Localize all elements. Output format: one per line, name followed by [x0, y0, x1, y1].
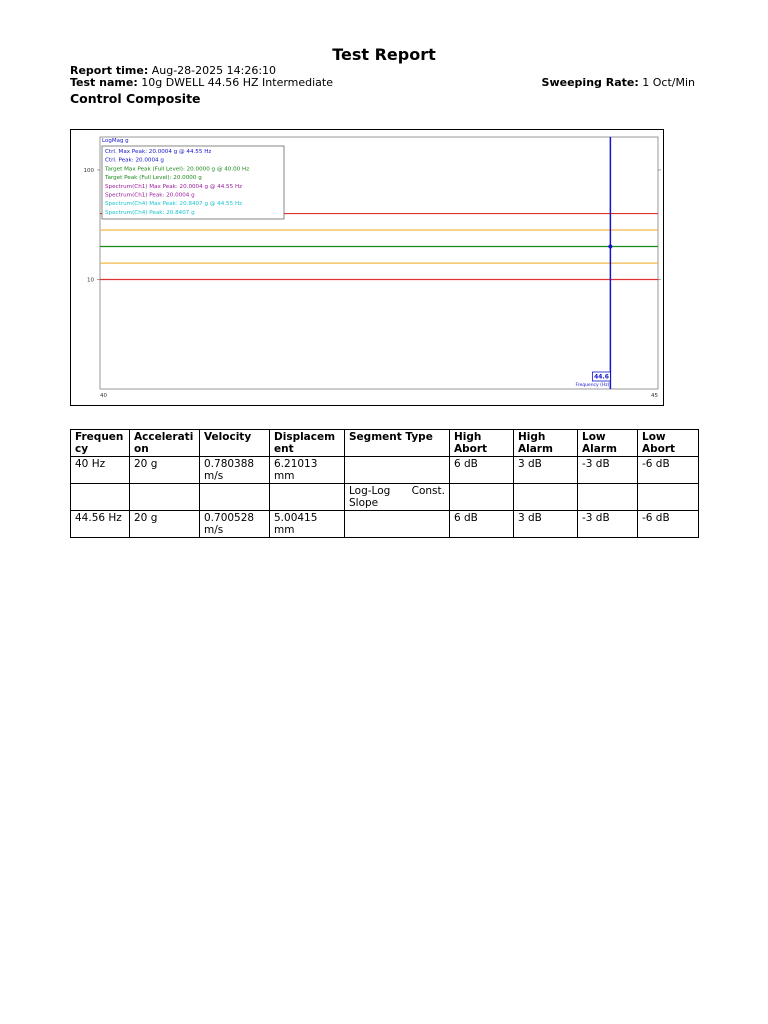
cell-high-alarm: 3 dB	[514, 511, 578, 538]
table-header-row	[71, 430, 699, 457]
header-high-abort: High Abort	[450, 430, 514, 457]
cell-acceleration: 20 g	[130, 457, 200, 484]
segment-table	[70, 429, 699, 538]
cell-frequency	[71, 484, 130, 511]
legend-entry: Spectrum(Ch4) Peak: 20.8407 g	[105, 209, 195, 216]
chart-legend	[102, 146, 284, 219]
sweep-rate	[542, 76, 695, 89]
frequency-cursor-marker[interactable]	[608, 245, 612, 249]
table-row	[71, 457, 699, 484]
header-segment-type: Segment Type	[345, 430, 450, 457]
cell-frequency: 44.56 Hz	[71, 511, 130, 538]
chart-svg	[71, 130, 663, 405]
y-tick-label: 10	[87, 277, 94, 284]
header-acceleration: Acceleration	[130, 430, 200, 457]
table-row	[71, 484, 699, 511]
header-low-abort: Low Abort	[638, 430, 699, 457]
header-high-alarm: High Alarm	[514, 430, 578, 457]
sweep-rate-label: Sweeping Rate:	[541, 76, 639, 89]
sweep-rate-value: 1 Oct/Min	[642, 76, 695, 89]
test-name-label: Test name:	[70, 76, 138, 89]
cell-low-abort: -6 dB	[638, 457, 699, 484]
report-time-value: Aug-28-2025 14:26:10	[151, 64, 277, 77]
x-tick-label: 40	[100, 393, 107, 399]
y-tick-label: 100	[83, 167, 94, 174]
header-displacement: Displacement	[270, 430, 345, 457]
report-time-label: Report time:	[70, 64, 149, 77]
legend-entry: Target Max Peak (Full Level): 20.0000 g @ 40.00 Hz	[105, 166, 250, 173]
cursor-value: 44.6	[594, 373, 609, 381]
cell-low-alarm: -3 dB	[578, 511, 638, 538]
cell-high-alarm: 3 dB	[514, 457, 578, 484]
cell-velocity: 0.700528 m/s	[200, 511, 270, 538]
legend-entry: Target Peak (Full Level): 20.0000 g	[105, 175, 202, 182]
cell-low-alarm: -3 dB	[578, 457, 638, 484]
x-axis-label: Frequency (Hz)	[575, 383, 610, 388]
y-axis-label: LogMag g	[102, 138, 129, 144]
cell-low-alarm	[578, 484, 638, 511]
legend-entry: Spectrum(Ch1) Peak: 20.0004 g	[105, 192, 195, 199]
cell-segment-type	[345, 511, 450, 538]
cell-low-abort	[638, 484, 699, 511]
header-low-alarm: Low Alarm	[578, 430, 638, 457]
test-name-value: 10g DWELL 44.56 HZ Intermediate	[141, 76, 334, 89]
legend-entry: Spectrum(Ch1) Max Peak: 20.0004 g @ 44.55 Hz	[105, 183, 243, 190]
legend-entry: Spectrum(Ch4) Max Peak: 20.8407 g @ 44.55 Hz	[105, 201, 243, 208]
header-frequency: Frequency	[71, 430, 130, 457]
cell-displacement: 5.00415 mm	[270, 511, 345, 538]
cell-acceleration: 20 g	[130, 511, 200, 538]
cell-segment-type	[345, 457, 450, 484]
table-row	[71, 511, 699, 538]
cell-segment-type: Log-Log Const. Slope	[345, 484, 450, 511]
report-title: Test Report	[332, 45, 436, 64]
control-composite-chart	[70, 129, 664, 406]
cell-low-abort: -6 dB	[638, 511, 699, 538]
cell-displacement	[270, 484, 345, 511]
cell-acceleration	[130, 484, 200, 511]
cell-high-alarm	[514, 484, 578, 511]
cell-high-abort: 6 dB	[450, 511, 514, 538]
test-name	[70, 76, 333, 89]
cell-velocity: 0.780388 m/s	[200, 457, 270, 484]
header-velocity: Velocity	[200, 430, 270, 457]
cell-high-abort	[450, 484, 514, 511]
cell-frequency: 40 Hz	[71, 457, 130, 484]
cell-displacement: 6.21013 mm	[270, 457, 345, 484]
cell-high-abort: 6 dB	[450, 457, 514, 484]
section-title: Control Composite	[70, 91, 201, 106]
legend-entry: Ctrl. Max Peak: 20.0004 g @ 44.55 Hz	[105, 149, 212, 155]
legend-entry: Ctrl. Peak: 20.0004 g	[105, 157, 164, 164]
x-tick-label: 45	[651, 393, 658, 399]
cell-velocity	[200, 484, 270, 511]
